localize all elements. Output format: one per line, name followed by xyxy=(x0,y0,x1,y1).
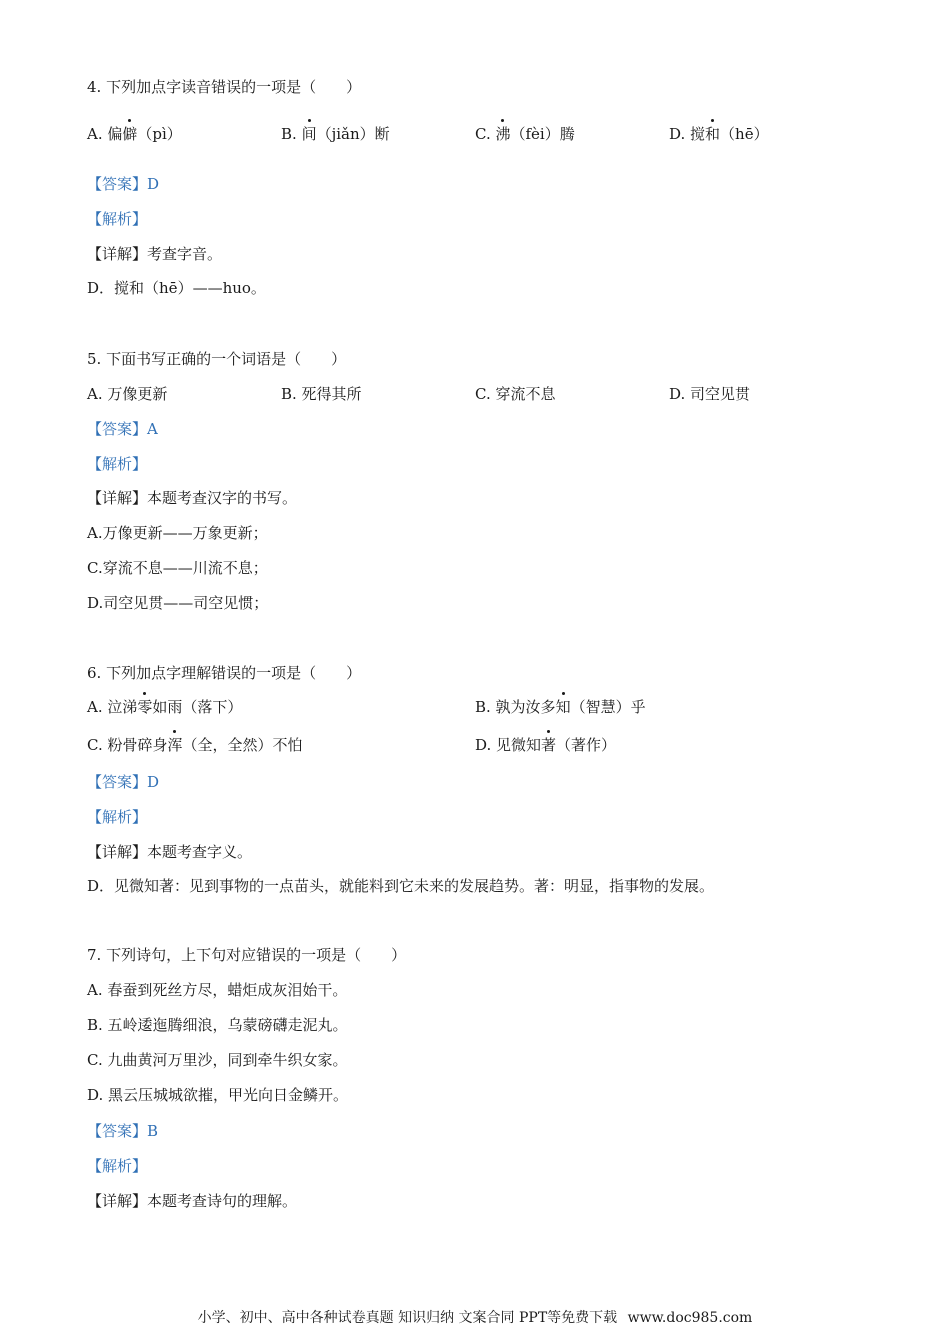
q7-detail: 【详解】本题考查诗句的理解。 xyxy=(87,1192,298,1210)
q4-option-c xyxy=(475,124,575,144)
q5-option-c: C. 穿流不息 xyxy=(475,385,556,403)
q7-stem: 7. 下列诗句，上下句对应错误的一项是（ ） xyxy=(87,946,407,964)
q5-note-2: C.穿流不息——川流不息； xyxy=(87,559,268,577)
q6-option-b-dotted-char: 知 xyxy=(555,698,571,716)
q6-option-a xyxy=(87,697,242,717)
q5-answer-value: A xyxy=(147,420,158,438)
q6-detail: 【详解】本题考查字义。 xyxy=(87,843,253,861)
q7-option-a: A. 春蚕到死丝方尽，蜡炬成灰泪始干。 xyxy=(87,981,348,999)
footer-website-link[interactable]: www.doc985.com xyxy=(627,1310,753,1326)
q4-stem: 4. 下列加点字读音错误的一项是（ ） xyxy=(87,78,362,96)
q6-answer-label: 【答案】 xyxy=(87,773,148,791)
q4-option-b xyxy=(281,124,390,144)
q5-option-d: D. 司空见贯 xyxy=(669,385,751,403)
q6-option-c xyxy=(87,735,303,755)
q6-option-d xyxy=(475,735,616,755)
q4-analysis-label: 【解析】 xyxy=(87,210,148,228)
q7-option-b: B. 五岭逶迤腾细浪，乌蒙磅礴走泥丸。 xyxy=(87,1016,348,1034)
q6-option-c-post: （全，全然）不怕 xyxy=(182,736,303,754)
q4-option-d-post: （hē） xyxy=(720,125,769,143)
q5-answer-label: 【答案】 xyxy=(87,420,148,438)
q4-answer xyxy=(87,174,159,194)
q4-option-a-pre: A. 偏 xyxy=(87,125,123,143)
q5-answer xyxy=(87,419,158,439)
q5-note-3: D.司空见贯——司空见惯； xyxy=(87,594,269,612)
q4-option-c-pre: C. xyxy=(475,125,496,143)
q4-option-d xyxy=(669,124,769,144)
q5-note-1: A.万像更新——万象更新； xyxy=(87,524,268,542)
q4-option-a-dotted-char: 僻 xyxy=(122,125,138,143)
footer-promo-text: 小学、初中、高中各种试卷真题 知识归纳 文案合同 PPT等免费下载 xyxy=(197,1310,618,1326)
q6-option-a-dotted-char: 零 xyxy=(137,698,153,716)
q4-option-b-pre: B. xyxy=(281,125,302,143)
q7-option-c: C. 九曲黄河万里沙，同到牵牛织女家。 xyxy=(87,1051,348,1069)
q6-option-d-post: （著作） xyxy=(556,736,617,754)
q6-option-c-dotted-char: 浑 xyxy=(167,736,183,754)
q7-option-d: D. 黑云压城城欲摧，甲光向日金鳞开。 xyxy=(87,1086,349,1104)
q6-answer-value: D xyxy=(147,773,160,791)
q4-option-d-pre: D. 搅 xyxy=(669,125,706,143)
q6-option-d-pre: D. 见微知 xyxy=(475,736,542,754)
q5-analysis-label: 【解析】 xyxy=(87,455,148,473)
q4-detail: 【详解】考查字音。 xyxy=(87,245,223,263)
q5-option-a: A. 万像更新 xyxy=(87,385,168,403)
q4-answer-label: 【答案】 xyxy=(87,175,148,193)
q6-option-b-pre: B. 孰为汝多 xyxy=(475,698,556,716)
q6-option-a-post: 如雨（落下） xyxy=(152,698,243,716)
q6-option-b xyxy=(475,697,646,717)
q4-option-a-post: （pì） xyxy=(137,125,182,143)
q6-stem: 6. 下列加点字理解错误的一项是（ ） xyxy=(87,664,362,682)
q4-answer-value: D xyxy=(147,175,160,193)
q7-answer-value: B xyxy=(147,1122,159,1140)
q6-note-1: D．见微知著：见到事物的一点苗头，就能料到它未来的发展趋势。著：明显，指事物的发展。 xyxy=(87,877,715,895)
q5-stem: 5. 下面书写正确的一个词语是（ ） xyxy=(87,350,347,368)
page-footer xyxy=(0,1307,950,1327)
q7-analysis-label: 【解析】 xyxy=(87,1157,148,1175)
q7-answer xyxy=(87,1121,158,1141)
q7-answer-label: 【答案】 xyxy=(87,1122,148,1140)
q6-option-a-pre: A. 泣涕 xyxy=(87,698,138,716)
q5-option-b: B. 死得其所 xyxy=(281,385,362,403)
q4-note-1: D．搅和（hē）——huo。 xyxy=(87,279,266,297)
q4-option-a xyxy=(87,124,182,144)
q5-detail: 【详解】本题考查汉字的书写。 xyxy=(87,489,298,507)
q4-option-b-dotted-char: 间 xyxy=(301,125,317,143)
q4-option-d-dotted-char: 和 xyxy=(705,125,721,143)
q4-option-c-dotted-char: 沸 xyxy=(495,125,511,143)
q6-option-d-dotted-char: 著 xyxy=(541,736,557,754)
q6-option-b-post: （智慧）乎 xyxy=(570,698,646,716)
q4-option-c-post: （fèi）腾 xyxy=(510,125,575,143)
q4-option-b-post: （jiǎn）断 xyxy=(316,125,390,143)
q6-analysis-label: 【解析】 xyxy=(87,808,148,826)
q6-option-c-pre: C. 粉骨碎身 xyxy=(87,736,168,754)
q6-answer xyxy=(87,772,159,792)
